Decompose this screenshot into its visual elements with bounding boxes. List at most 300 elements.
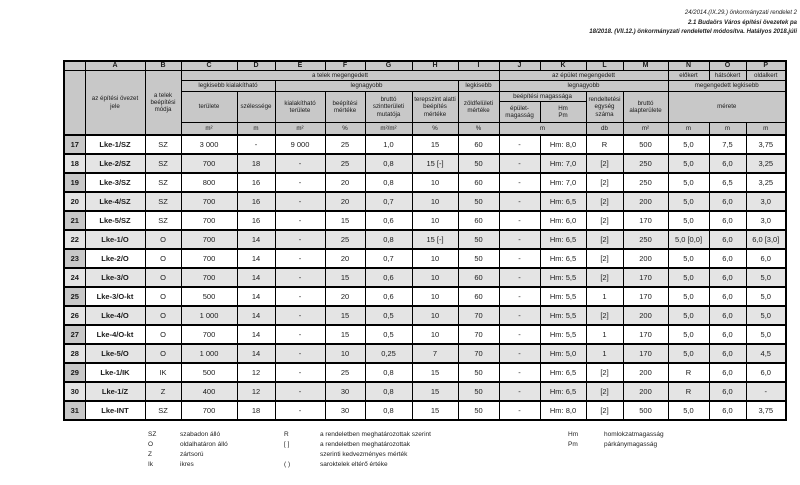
doc-ref-line-1: 24/2014.(IX.29.) önkormányzati rendelet 2 — [684, 10, 797, 16]
cell-K: Hm: 7,0 — [540, 173, 586, 192]
cell-N: 5,0 — [668, 192, 709, 211]
cell-N: 5,0 — [668, 401, 709, 420]
group-header-row-1 — [64, 71, 786, 81]
cell-C: 400 — [181, 382, 237, 401]
legend-abbr: Pm — [568, 441, 578, 448]
col-letter: A — [85, 61, 145, 71]
cell-H: 15 — [412, 401, 458, 420]
zoning-parameters-table — [63, 60, 787, 421]
cell-A: Lke-3/O — [85, 268, 145, 287]
legend-definition: zártsorú — [180, 451, 204, 458]
cell-J: - — [499, 135, 540, 154]
cell-H: 15 — [412, 135, 458, 154]
legend-definition: párkánymagasság — [604, 441, 658, 448]
cell-L: 1 — [586, 325, 623, 344]
cell-E: - — [275, 173, 325, 192]
cell-K: Hm: 6,5 — [540, 230, 586, 249]
document-reference-block — [589, 9, 797, 38]
cell-M: 170 — [623, 344, 668, 363]
cell-N: 5,0 — [668, 287, 709, 306]
cell-B: O — [145, 325, 181, 344]
zone-row — [64, 344, 786, 363]
cell-E: - — [275, 211, 325, 230]
cell-G: 0,6 — [365, 211, 412, 230]
header-zoldfeluleti: zöldfelületi mértéke — [458, 92, 499, 123]
cell-A: Lke-5/O — [85, 344, 145, 363]
cell-A: Lke-3/O-kt — [85, 287, 145, 306]
cell-O: 6,0 — [709, 325, 746, 344]
unit-jk: m — [499, 123, 586, 136]
cell-L: [2] — [586, 363, 623, 382]
cell-O: 6,0 — [709, 249, 746, 268]
cell-E: - — [275, 382, 325, 401]
cell-G: 0,8 — [365, 401, 412, 420]
cell-I: 50 — [458, 363, 499, 382]
cell-N: 5,0 — [668, 154, 709, 173]
cell-G: 0,6 — [365, 268, 412, 287]
cell-P: 3,25 — [746, 173, 786, 192]
zone-row — [64, 306, 786, 325]
cell-H: 10 — [412, 306, 458, 325]
header-merete: mérete — [668, 92, 786, 123]
legend-definition — [604, 460, 764, 470]
cell-A: Lke-1/O — [85, 230, 145, 249]
col-letter: J — [499, 61, 540, 71]
cell-I: 50 — [458, 382, 499, 401]
cell-L: [2] — [586, 173, 623, 192]
cell-B: SZ — [145, 173, 181, 192]
cell-N: 5,0 — [668, 249, 709, 268]
cell-K: Hm: 8,0 — [540, 401, 586, 420]
cell-N: 5,0 — [668, 268, 709, 287]
row-number: 21 — [64, 211, 85, 230]
cell-M: 250 — [623, 230, 668, 249]
cell-B: O — [145, 249, 181, 268]
cell-D: 14 — [237, 230, 275, 249]
zone-row — [64, 325, 786, 344]
zone-row — [64, 230, 786, 249]
cell-F: 20 — [325, 173, 365, 192]
cell-K: Hm: 6,5 — [540, 249, 586, 268]
cell-P: 5,0 — [746, 287, 786, 306]
cell-P: 5,0 — [746, 268, 786, 287]
cell-F: 15 — [325, 211, 365, 230]
header-brutto-szintteruleti: bruttó szintterületi mutatója — [365, 92, 412, 123]
cell-C: 500 — [181, 287, 237, 306]
cell-C: 700 — [181, 401, 237, 420]
cell-H: 10 — [412, 192, 458, 211]
legend-abbr — [284, 450, 320, 460]
cell-L: [2] — [586, 230, 623, 249]
legend-definition: szerinti kedvezményes mérték — [320, 451, 408, 458]
row-number: 18 — [64, 154, 85, 173]
cell-J: - — [499, 192, 540, 211]
cell-E: - — [275, 287, 325, 306]
cell-O: 7,5 — [709, 135, 746, 154]
zone-row — [64, 268, 786, 287]
cell-D: 14 — [237, 287, 275, 306]
cell-J: - — [499, 154, 540, 173]
header-beepitesi-modja: a telek beépítési módja — [145, 71, 181, 136]
header-megengedett-legkisebb: megengedett legkisebb — [668, 81, 786, 92]
cell-K: Hm: 5,5 — [540, 287, 586, 306]
cell-K: Hm: 7,0 — [540, 154, 586, 173]
cell-B: Z — [145, 382, 181, 401]
cell-C: 700 — [181, 230, 237, 249]
cell-K: Hm: 6,5 — [540, 192, 586, 211]
unit-n: m — [668, 123, 709, 136]
cell-C: 700 — [181, 211, 237, 230]
cell-B: SZ — [145, 154, 181, 173]
cell-I: 60 — [458, 135, 499, 154]
cell-G: 0,8 — [365, 382, 412, 401]
cell-J: - — [499, 287, 540, 306]
cell-M: 170 — [623, 211, 668, 230]
col-letter: I — [458, 61, 499, 71]
col-letter: M — [623, 61, 668, 71]
cell-O: 6,5 — [709, 173, 746, 192]
cell-C: 700 — [181, 154, 237, 173]
cell-I: 70 — [458, 306, 499, 325]
cell-J: - — [499, 306, 540, 325]
cell-H: 10 — [412, 268, 458, 287]
zone-row — [64, 382, 786, 401]
legend-definition: homlokzatmagasság — [604, 431, 664, 438]
legend-definition — [604, 450, 764, 460]
row-number: 31 — [64, 401, 85, 420]
col-letter: F — [325, 61, 365, 71]
cell-A: Lke-4/O-kt — [85, 325, 145, 344]
cell-L: [2] — [586, 382, 623, 401]
cell-E: - — [275, 344, 325, 363]
unit-d: m — [237, 123, 275, 136]
cell-D: 16 — [237, 173, 275, 192]
cell-M: 170 — [623, 325, 668, 344]
col-letter — [64, 61, 85, 71]
cell-H: 10 — [412, 173, 458, 192]
hm-label: Hm — [558, 104, 568, 112]
cell-I: 60 — [458, 268, 499, 287]
legend-abbr — [568, 460, 604, 470]
cell-E: - — [275, 325, 325, 344]
header-legkisebb: legkisebb — [458, 81, 499, 92]
col-letter: B — [145, 61, 181, 71]
cell-C: 700 — [181, 192, 237, 211]
cell-K: Hm: 6,5 — [540, 382, 586, 401]
cell-P: 3,0 — [746, 192, 786, 211]
cell-L: R — [586, 135, 623, 154]
cell-J: - — [499, 325, 540, 344]
unit-l: db — [586, 123, 623, 136]
cell-M: 500 — [623, 135, 668, 154]
unit-h: % — [412, 123, 458, 136]
cell-O: 6,0 — [709, 401, 746, 420]
cell-K: Hm: 5,0 — [540, 344, 586, 363]
zone-row — [64, 249, 786, 268]
cell-O: 6,0 — [709, 268, 746, 287]
cell-B: O — [145, 230, 181, 249]
cell-G: 0,7 — [365, 249, 412, 268]
cell-F: 25 — [325, 154, 365, 173]
row-number: 26 — [64, 306, 85, 325]
cell-C: 500 — [181, 363, 237, 382]
cell-J: - — [499, 363, 540, 382]
zone-row — [64, 363, 786, 382]
col-letter: H — [412, 61, 458, 71]
cell-D: - — [237, 135, 275, 154]
cell-C: 3 000 — [181, 135, 237, 154]
doc-ref-line-2: 2.1 Budaörs Város építési övezetek pa — [687, 19, 797, 26]
cell-A: Lke-5/SZ — [85, 211, 145, 230]
cell-C: 700 — [181, 249, 237, 268]
row-number: 20 — [64, 192, 85, 211]
header-szelessege: szélessége — [237, 92, 275, 123]
col-letter: C — [181, 61, 237, 71]
cell-P: 4,5 — [746, 344, 786, 363]
header-brutto-alapterulete: bruttó alapterülete — [623, 92, 668, 123]
legend-definition: oldalhatáron álló — [180, 441, 228, 448]
cell-D: 14 — [237, 268, 275, 287]
zone-row — [64, 287, 786, 306]
unit-c: m² — [181, 123, 237, 136]
cell-M: 200 — [623, 382, 668, 401]
unit-i: % — [458, 123, 499, 136]
row-number: 22 — [64, 230, 85, 249]
header-terulete: területe — [181, 92, 237, 123]
cell-F: 30 — [325, 382, 365, 401]
cell-I: 50 — [458, 401, 499, 420]
col-letter: P — [746, 61, 786, 71]
cell-O: 6,0 — [709, 363, 746, 382]
cell-F: 20 — [325, 249, 365, 268]
cell-K: Hm: 5,5 — [540, 268, 586, 287]
cell-J: - — [499, 211, 540, 230]
cell-G: 0,5 — [365, 306, 412, 325]
cell-A: Lke-2/O — [85, 249, 145, 268]
cell-B: O — [145, 287, 181, 306]
cell-I: 60 — [458, 211, 499, 230]
row-number: 30 — [64, 382, 85, 401]
legend-abbr: Ik — [148, 461, 154, 468]
cell-G: 0,8 — [365, 154, 412, 173]
cell-D: 12 — [237, 363, 275, 382]
cell-J: - — [499, 249, 540, 268]
cell-P: 6,0 [3,0] — [746, 230, 786, 249]
cell-P: 3,0 — [746, 211, 786, 230]
col-letter: L — [586, 61, 623, 71]
cell-L: [2] — [586, 154, 623, 173]
header-epulet-megengedett: az épület megengedett — [499, 71, 668, 81]
legend-definition: szabadon álló — [180, 431, 221, 438]
cell-D: 14 — [237, 344, 275, 363]
row-number: 23 — [64, 249, 85, 268]
cell-C: 700 — [181, 268, 237, 287]
cell-L: [2] — [586, 401, 623, 420]
cell-I: 60 — [458, 173, 499, 192]
cell-M: 200 — [623, 249, 668, 268]
cell-I: 50 — [458, 249, 499, 268]
zone-row — [64, 211, 786, 230]
cell-B: SZ — [145, 401, 181, 420]
cell-P: 5,0 — [746, 306, 786, 325]
cell-N: 5,0 — [668, 344, 709, 363]
legend-abbr: R — [284, 431, 289, 438]
cell-F: 25 — [325, 363, 365, 382]
cell-L: 1 — [586, 344, 623, 363]
cell-M: 170 — [623, 287, 668, 306]
cell-G: 0,5 — [365, 325, 412, 344]
cell-N: 5,0 — [668, 306, 709, 325]
legend-definition: ikres — [180, 461, 194, 468]
row-number: 24 — [64, 268, 85, 287]
cell-O: 6,0 — [709, 192, 746, 211]
cell-J: - — [499, 344, 540, 363]
cell-P: 3,25 — [746, 154, 786, 173]
cell-P: 6,0 — [746, 363, 786, 382]
cell-N: 5,0 — [668, 211, 709, 230]
cell-D: 14 — [237, 306, 275, 325]
cell-J: - — [499, 230, 540, 249]
cell-A: Lke-4/O — [85, 306, 145, 325]
header-ovezet-jele: az építési övezet jele — [85, 71, 145, 136]
cell-F: 10 — [325, 344, 365, 363]
cell-J: - — [499, 268, 540, 287]
cell-H: 10 — [412, 211, 458, 230]
cell-D: 16 — [237, 211, 275, 230]
header-telek-megengedett: a telek megengedett — [181, 71, 499, 81]
cell-E: - — [275, 401, 325, 420]
cell-N: R — [668, 363, 709, 382]
cell-P: 3,75 — [746, 135, 786, 154]
cell-O: 6,0 — [709, 344, 746, 363]
column-letter-row — [64, 61, 786, 71]
cell-A: Lke-2/SZ — [85, 154, 145, 173]
cell-K: Hm: 6,0 — [540, 211, 586, 230]
cell-L: [2] — [586, 192, 623, 211]
cell-E: - — [275, 268, 325, 287]
legend-abbr: Z — [148, 451, 152, 458]
cell-G: 1,0 — [365, 135, 412, 154]
cell-P: - — [746, 382, 786, 401]
cell-O: 6,0 — [709, 287, 746, 306]
cell-I: 50 — [458, 154, 499, 173]
cell-G: 0,8 — [365, 363, 412, 382]
legend-abbr: SZ — [148, 431, 157, 438]
cell-E: - — [275, 306, 325, 325]
cell-K: Hm: 5,5 — [540, 325, 586, 344]
col-letter: G — [365, 61, 412, 71]
header-rendeltetesi: rendeltetési egység száma — [586, 92, 623, 123]
cell-H: 15 — [412, 382, 458, 401]
cell-M: 200 — [623, 363, 668, 382]
cell-L: [2] — [586, 268, 623, 287]
cell-I: 60 — [458, 287, 499, 306]
cell-O: 6,0 — [709, 154, 746, 173]
legend-abbr: [ ] — [284, 441, 290, 448]
cell-A: Lke-4/SZ — [85, 192, 145, 211]
cell-E: - — [275, 363, 325, 382]
header-elokert: előkert — [668, 71, 709, 81]
col-letter: O — [709, 61, 746, 71]
unit-e: m² — [275, 123, 325, 136]
cell-H: 10 — [412, 287, 458, 306]
unit-g: m²/m² — [365, 123, 412, 136]
header-legnagyobb-telek: legnagyobb — [275, 81, 458, 92]
legend-definition: a rendeletben meghatározottak — [320, 441, 410, 448]
cell-A: Lke-1/IK — [85, 363, 145, 382]
legend-abbr: ( ) — [284, 461, 291, 468]
cell-I: 70 — [458, 325, 499, 344]
zone-row — [64, 192, 786, 211]
cell-G: 0,8 — [365, 230, 412, 249]
zone-row — [64, 401, 786, 420]
cell-H: 15 — [412, 363, 458, 382]
legend-abbr — [568, 450, 604, 460]
row-number: 28 — [64, 344, 85, 363]
cell-N: R — [668, 382, 709, 401]
legend-definition: a rendeletben meghatározottak szerint — [320, 431, 431, 438]
cell-O: 6,0 — [709, 211, 746, 230]
header-beepitesi-merteke: beépítési mértéke — [325, 92, 365, 123]
cell-N: 5,0 — [668, 135, 709, 154]
row-number: 17 — [64, 135, 85, 154]
cell-C: 1 000 — [181, 344, 237, 363]
cell-J: - — [499, 382, 540, 401]
cell-G: 0,6 — [365, 287, 412, 306]
cell-N: 5,0 — [668, 325, 709, 344]
cell-M: 170 — [623, 268, 668, 287]
cell-A: Lke-INT — [85, 401, 145, 420]
table-body — [64, 135, 786, 420]
unit-m: m² — [623, 123, 668, 136]
cell-I: 70 — [458, 344, 499, 363]
cell-F: 30 — [325, 401, 365, 420]
header-kialakithato-terulete: kialakítható területe — [275, 92, 325, 123]
cell-P: 5,0 — [746, 325, 786, 344]
cell-B: SZ — [145, 211, 181, 230]
cell-P: 6,0 — [746, 249, 786, 268]
cell-F: 25 — [325, 135, 365, 154]
legend — [148, 430, 764, 470]
cell-L: [2] — [586, 249, 623, 268]
cell-D: 14 — [237, 325, 275, 344]
header-legnagyobb-epulet: legnagyobb — [499, 81, 668, 92]
cell-C: 700 — [181, 325, 237, 344]
cell-P: 3,75 — [746, 401, 786, 420]
header-hatsokert: hátsókert — [709, 71, 746, 81]
zone-row — [64, 154, 786, 173]
cell-D: 12 — [237, 382, 275, 401]
cell-E: - — [275, 230, 325, 249]
cell-D: 14 — [237, 249, 275, 268]
cell-B: O — [145, 344, 181, 363]
cell-F: 15 — [325, 306, 365, 325]
cell-M: 500 — [623, 401, 668, 420]
cell-F: 20 — [325, 192, 365, 211]
cell-N: 5,0 [0,0] — [668, 230, 709, 249]
col-letter: E — [275, 61, 325, 71]
corner-cell — [64, 71, 85, 136]
cell-H: 15 [-] — [412, 230, 458, 249]
cell-K: Hm: 6,5 — [540, 363, 586, 382]
doc-ref-line-3: 18/2018. (VII.12.) önkormányzati rendelettel módosítva. Hatályos 2018.júli — [589, 29, 797, 35]
cell-E: 9 000 — [275, 135, 325, 154]
cell-M: 250 — [623, 173, 668, 192]
cell-J: - — [499, 173, 540, 192]
cell-D: 16 — [237, 192, 275, 211]
cell-L: [2] — [586, 211, 623, 230]
cell-K: Hm: 5,5 — [540, 306, 586, 325]
